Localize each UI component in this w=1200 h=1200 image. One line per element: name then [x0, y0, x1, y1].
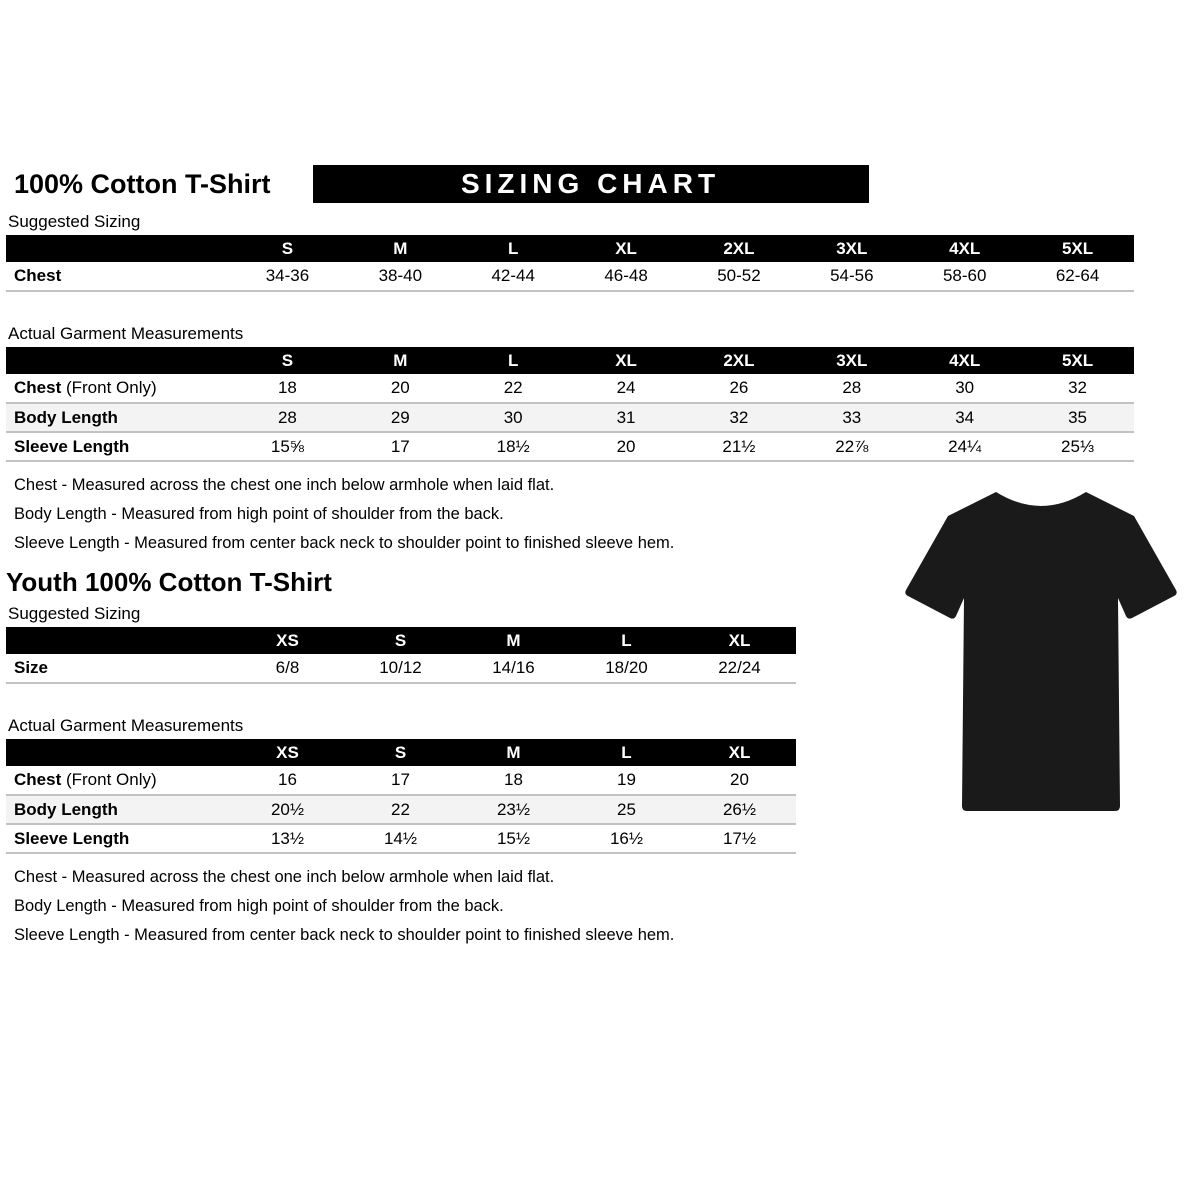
value-cell: 26½	[683, 795, 796, 824]
value-cell: 22	[457, 374, 570, 403]
note-chest: Chest - Measured across the chest one inch below armhole when laid flat.	[14, 476, 555, 494]
row-label-text: Sleeve Length	[14, 828, 130, 848]
value-cell: 62-64	[1021, 262, 1134, 291]
size-header-row	[6, 739, 796, 766]
value-cell: 25	[570, 795, 683, 824]
value-cell: 18	[231, 374, 344, 403]
value-cell: 29	[344, 403, 457, 432]
size-col-header: L	[457, 235, 570, 262]
size-col-header: 5XL	[1021, 235, 1134, 262]
size-col-header: 4XL	[908, 347, 1021, 374]
size-col-header: S	[231, 235, 344, 262]
size-col-header: 4XL	[908, 235, 1021, 262]
value-cell: 34-36	[231, 262, 344, 291]
note-body-length: Body Length - Measured from high point of shoulder from the back.	[14, 897, 504, 915]
value-cell: 23½	[457, 795, 570, 824]
value-cell: 22	[344, 795, 457, 824]
size-col-header: L	[570, 627, 683, 654]
youth-actual-label: Actual Garment Measurements	[8, 716, 244, 735]
size-col-header: XL	[570, 347, 683, 374]
table-row	[6, 432, 1134, 461]
note-sleeve-length: Sleeve Length - Measured from center back neck to shoulder point to finished sleeve hem.	[14, 534, 675, 552]
row-label	[6, 403, 231, 432]
size-col-header: S	[344, 627, 457, 654]
value-cell: 20	[683, 766, 796, 795]
table-row	[6, 374, 1134, 403]
value-cell: 28	[795, 374, 908, 403]
value-cell: 50-52	[683, 262, 796, 291]
row-label-text: Body Length	[14, 407, 118, 427]
value-cell: 18½	[457, 432, 570, 461]
size-col-header: 3XL	[795, 347, 908, 374]
table-row	[6, 795, 796, 824]
header-row	[6, 164, 1200, 204]
black-tshirt-image	[896, 478, 1186, 830]
value-cell: 25⅓	[1021, 432, 1134, 461]
value-cell: 18	[457, 766, 570, 795]
table-row	[6, 403, 1134, 432]
value-cell: 28	[231, 403, 344, 432]
value-cell: 31	[570, 403, 683, 432]
value-cell: 22⅞	[795, 432, 908, 461]
size-col-header: 2XL	[683, 347, 796, 374]
table-row	[6, 766, 796, 795]
size-col-header: XL	[683, 627, 796, 654]
size-col-header: L	[570, 739, 683, 766]
value-cell: 19	[570, 766, 683, 795]
page-title: 100% Cotton T-Shirt	[14, 168, 271, 199]
adult-actual-label: Actual Garment Measurements	[8, 324, 244, 343]
size-col-header: S	[344, 739, 457, 766]
size-col-header: 5XL	[1021, 347, 1134, 374]
value-cell: 38-40	[344, 262, 457, 291]
value-cell: 32	[1021, 374, 1134, 403]
value-cell: 32	[683, 403, 796, 432]
adult-suggested-table	[6, 235, 1134, 292]
note-sleeve-length: Sleeve Length - Measured from center back neck to shoulder point to finished sleeve hem.	[14, 926, 675, 944]
adult-actual-table	[6, 347, 1134, 462]
value-cell: 20	[570, 432, 683, 461]
row-label-text: Chest	[14, 770, 62, 789]
value-cell: 17½	[683, 824, 796, 853]
value-cell: 16½	[570, 824, 683, 853]
empty-header-cell	[6, 235, 231, 262]
sizing-chart-banner: SIZING CHART	[313, 165, 869, 203]
value-cell: 33	[795, 403, 908, 432]
value-cell: 46-48	[570, 262, 683, 291]
value-cell: 42-44	[457, 262, 570, 291]
value-cell: 16	[231, 766, 344, 795]
note-body-length: Body Length - Measured from high point of shoulder from the back.	[14, 505, 504, 523]
size-col-header: XL	[683, 739, 796, 766]
note-chest: Chest - Measured across the chest one inch below armhole when laid flat.	[14, 868, 555, 886]
size-header-row	[6, 235, 1134, 262]
row-label	[6, 654, 231, 683]
youth-suggested-label: Suggested Sizing	[8, 604, 141, 623]
size-col-header: M	[344, 235, 457, 262]
table-row	[6, 824, 796, 853]
value-cell: 22/24	[683, 654, 796, 683]
row-label-text: Chest	[14, 266, 62, 285]
value-cell: 30	[908, 374, 1021, 403]
youth-actual-table	[6, 739, 796, 854]
row-label-suffix: (Front Only)	[61, 770, 157, 789]
size-col-header: M	[457, 627, 570, 654]
size-col-header: XL	[570, 235, 683, 262]
size-header-row	[6, 347, 1134, 374]
value-cell: 26	[683, 374, 796, 403]
size-col-header: M	[344, 347, 457, 374]
size-col-header: XS	[231, 627, 344, 654]
value-cell: 17	[344, 766, 457, 795]
value-cell: 18/20	[570, 654, 683, 683]
value-cell: 6/8	[231, 654, 344, 683]
row-label	[6, 766, 231, 795]
value-cell: 13½	[231, 824, 344, 853]
row-label	[6, 795, 231, 824]
value-cell: 24¼	[908, 432, 1021, 461]
value-cell: 15⅝	[231, 432, 344, 461]
row-label	[6, 262, 231, 291]
empty-header-cell	[6, 739, 231, 766]
value-cell: 24	[570, 374, 683, 403]
row-label-text: Chest	[14, 378, 62, 397]
value-cell: 58-60	[908, 262, 1021, 291]
value-cell: 14/16	[457, 654, 570, 683]
value-cell: 34	[908, 403, 1021, 432]
size-header-row	[6, 627, 796, 654]
value-cell: 20	[344, 374, 457, 403]
size-col-header: M	[457, 739, 570, 766]
size-col-header: 2XL	[683, 235, 796, 262]
tshirt-icon	[896, 478, 1186, 828]
row-label	[6, 824, 231, 853]
row-label	[6, 374, 231, 403]
value-cell: 35	[1021, 403, 1134, 432]
value-cell: 14½	[344, 824, 457, 853]
size-col-header: L	[457, 347, 570, 374]
empty-header-cell	[6, 347, 231, 374]
value-cell: 10/12	[344, 654, 457, 683]
value-cell: 20½	[231, 795, 344, 824]
row-label	[6, 432, 231, 461]
size-col-header: S	[231, 347, 344, 374]
empty-header-cell	[6, 627, 231, 654]
value-cell: 54-56	[795, 262, 908, 291]
value-cell: 21½	[683, 432, 796, 461]
row-label-suffix: (Front Only)	[61, 378, 157, 397]
value-cell: 15½	[457, 824, 570, 853]
row-label-text: Sleeve Length	[14, 436, 130, 456]
size-col-header: XS	[231, 739, 344, 766]
youth-title: Youth 100% Cotton T-Shirt	[6, 567, 332, 597]
value-cell: 30	[457, 403, 570, 432]
youth-notes	[14, 868, 1200, 945]
value-cell: 17	[344, 432, 457, 461]
row-label-text: Size	[14, 658, 49, 677]
row-label-text: Body Length	[14, 799, 118, 819]
table-row	[6, 262, 1134, 291]
youth-suggested-table	[6, 627, 796, 684]
table-row	[6, 654, 796, 683]
adult-suggested-label: Suggested Sizing	[8, 212, 141, 231]
size-col-header: 3XL	[795, 235, 908, 262]
